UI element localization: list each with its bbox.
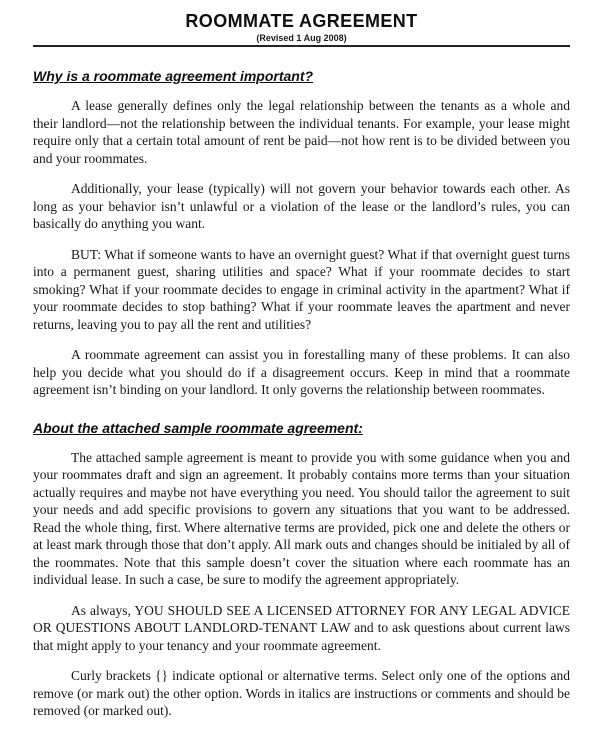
section-why-important: [33, 68, 570, 399]
paragraph-attorney-advice: As always, YOU SHOULD SEE A LICENSED ATTORNEY FOR ANY LEGAL ADVICE OR QUESTIONS ABOUT LANDLORD-TENANT LAW and to ask questions about current laws that might apply to your tenancy and your roommate agreement.: [33, 602, 570, 653]
paragraph-lease-relationship: A lease generally defines only the legal relationship between the tenants as a whole and their landlord—not the relationship between the individual tenants. For example, your lease might require only that a certain total amount of rent be paid—not how rent is to be divided between you and your roommates.: [33, 98, 570, 166]
document-title: ROOMMATE AGREEMENT: [185, 11, 418, 31]
paragraph-what-if-scenarios: BUT: What if someone wants to have an overnight guest? What if that overnight guest turns into a permanent guest, sharing utilities and space? What if your roommate decides to start smoking? What if your roommate decides to engage in criminal activity in the apartment? What if your roommate decides to stop bathing? What if your roommate leaves the apartment and never returns, leaving you to pay all the rent and utilities?: [33, 246, 570, 332]
header-rule: [33, 45, 570, 47]
section-heading-about-sample: About the attached sample roommate agreement:: [33, 419, 363, 436]
paragraph-curly-brackets: Curly brackets {} indicate optional or alternative terms. Select only one of the options and remove (or mark out) the other option. Words in italics are instructions or comments and should be removed (or marked out).: [33, 668, 570, 718]
section-heading-why-important: Why is a roommate agreement important?: [33, 68, 314, 84]
document-subtitle: (Revised 1 Aug 2008): [256, 33, 347, 43]
paragraph-agreement-benefits: A roommate agreement can assist you in forestalling many of these problems. It can also help you decide what you should do if a disagreement occurs. Keep in mind that a roommate agreement isn’t binding on your landlord. It only governs the relationship between roommates.: [33, 347, 570, 397]
paragraph-sample-guidance: The attached sample agreement is meant to provide you with some guidance when you and your roommates draft and sign an agreement. It probably contains more terms than your situation actually requires and maybe not have everything you need. You should tailor the agreement to suit your needs and add specific provisions to govern any situations that you want to be addressed. Read the whole thing, first. Where alternative terms are provided, pick one and delete the others or at least mark through those that don’t apply. All mark outs and changes should be initialed by all of the roommates. Note that this sample doesn’t cover the situation where each roommate has an individual lease. In such a case, be sure to modify the agreement appropriately.: [33, 449, 570, 587]
section-about-sample: [33, 420, 570, 720]
document-header: [33, 11, 570, 43]
paragraph-lease-behavior: Additionally, your lease (typically) will not govern your behavior towards each other. As long as your behavior isn’t unlawful or a violation of the lease or the landlord’s rules, you can basically do anything you want.: [33, 181, 570, 231]
